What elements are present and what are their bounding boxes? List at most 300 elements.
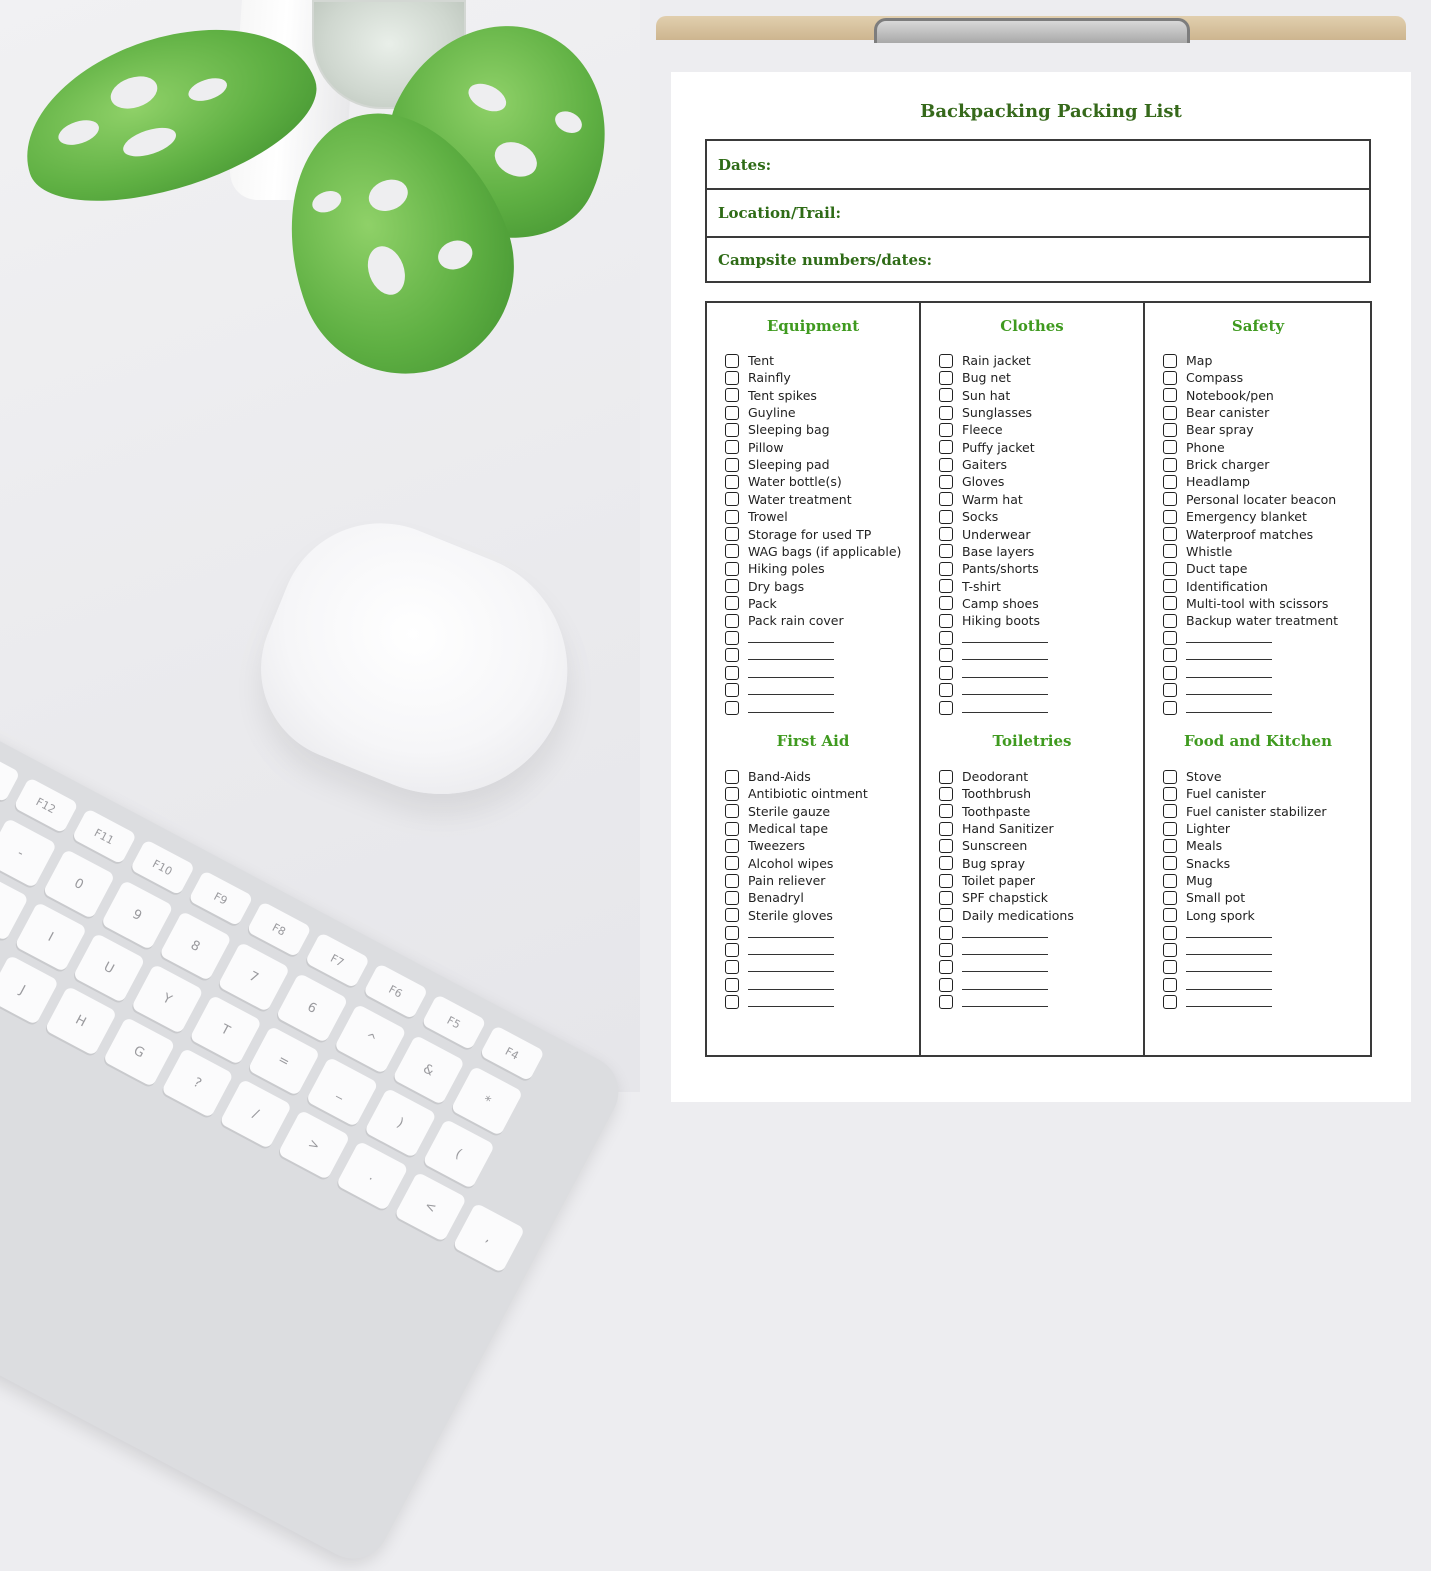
checklist-item[interactable] bbox=[1163, 508, 1307, 525]
checklist-item[interactable] bbox=[939, 682, 1048, 699]
key: H bbox=[44, 986, 117, 1056]
checklist-item[interactable] bbox=[1163, 456, 1269, 473]
checkbox[interactable] bbox=[1163, 648, 1177, 662]
checklist-item[interactable] bbox=[1163, 976, 1272, 993]
key: F8 bbox=[246, 901, 311, 957]
checkbox[interactable] bbox=[1163, 908, 1177, 922]
key: J bbox=[0, 955, 59, 1025]
checkbox[interactable] bbox=[939, 371, 953, 385]
checkbox[interactable] bbox=[725, 475, 739, 489]
key: T bbox=[189, 995, 262, 1065]
checkbox[interactable] bbox=[725, 995, 739, 1009]
checkbox[interactable] bbox=[1163, 388, 1177, 402]
checklist-item[interactable] bbox=[939, 768, 1028, 785]
checklist-item[interactable] bbox=[725, 682, 834, 699]
item-label: Sleeping bag bbox=[748, 422, 830, 438]
checkbox[interactable] bbox=[725, 908, 739, 922]
checklist-item[interactable] bbox=[939, 647, 1048, 664]
item-label: Sun hat bbox=[962, 387, 1011, 403]
blank-line bbox=[962, 945, 1048, 955]
item-label: Rainfly bbox=[748, 370, 791, 386]
checklist-item[interactable] bbox=[725, 994, 834, 1011]
item-label: Hand Sanitizer bbox=[962, 821, 1054, 837]
checklist-item[interactable] bbox=[939, 421, 1003, 438]
checkbox[interactable] bbox=[725, 354, 739, 368]
checkbox[interactable] bbox=[939, 874, 953, 888]
checklist-item[interactable] bbox=[1163, 612, 1338, 629]
checkbox[interactable] bbox=[939, 562, 953, 576]
item-label: Tweezers bbox=[748, 838, 806, 854]
checkbox[interactable] bbox=[1163, 701, 1177, 715]
item-label: Toothbrush bbox=[962, 786, 1032, 802]
checkbox[interactable] bbox=[1163, 492, 1177, 506]
item-label: Notebook/pen bbox=[1186, 387, 1274, 403]
checkbox[interactable] bbox=[1163, 527, 1177, 541]
checklist-item[interactable] bbox=[939, 924, 1048, 941]
key: 8 bbox=[159, 911, 232, 981]
checklist-item[interactable] bbox=[725, 387, 817, 404]
checklist-item[interactable] bbox=[939, 630, 1048, 647]
checkbox[interactable] bbox=[725, 943, 739, 957]
checkbox[interactable] bbox=[725, 440, 739, 454]
checkbox[interactable] bbox=[939, 960, 953, 974]
blank-line bbox=[748, 685, 834, 695]
checklist-item[interactable] bbox=[1163, 942, 1272, 959]
checklist-item[interactable] bbox=[1163, 473, 1250, 490]
checkbox[interactable] bbox=[939, 510, 953, 524]
checkbox[interactable] bbox=[939, 770, 953, 784]
checklist-grid bbox=[705, 301, 1372, 1057]
checkbox[interactable] bbox=[939, 475, 953, 489]
checkbox[interactable] bbox=[1163, 510, 1177, 524]
checklist-item[interactable] bbox=[1163, 560, 1247, 577]
checklist-item[interactable] bbox=[1163, 352, 1212, 369]
checkbox[interactable] bbox=[725, 596, 739, 610]
checkbox[interactable] bbox=[939, 926, 953, 940]
checkbox[interactable] bbox=[939, 943, 953, 957]
checklist-item[interactable] bbox=[1163, 959, 1272, 976]
checklist-item[interactable] bbox=[939, 803, 1030, 820]
checkbox[interactable] bbox=[939, 683, 953, 697]
checklist-item[interactable] bbox=[939, 491, 1023, 508]
item-label: Bear canister bbox=[1186, 405, 1270, 421]
checklist-item[interactable] bbox=[725, 889, 804, 906]
checkbox[interactable] bbox=[939, 614, 953, 628]
checkbox[interactable] bbox=[939, 839, 953, 853]
item-label: Personal locater beacon bbox=[1186, 491, 1337, 507]
checklist-item[interactable] bbox=[939, 439, 1035, 456]
checklist-item[interactable] bbox=[939, 526, 1031, 543]
checklist-item[interactable] bbox=[725, 352, 774, 369]
checkbox[interactable] bbox=[939, 908, 953, 922]
checklist-item[interactable] bbox=[725, 837, 805, 854]
checklist-item[interactable] bbox=[725, 595, 777, 612]
checklist-item[interactable] bbox=[725, 976, 834, 993]
blank-line bbox=[748, 962, 834, 972]
item-label: Hiking poles bbox=[748, 561, 825, 577]
checklist-item[interactable] bbox=[725, 942, 834, 959]
checkbox[interactable] bbox=[1163, 666, 1177, 680]
item-label: Puffy jacket bbox=[962, 439, 1035, 455]
checkbox[interactable] bbox=[1163, 562, 1177, 576]
checkbox[interactable] bbox=[1163, 354, 1177, 368]
checklist-item[interactable] bbox=[1163, 768, 1222, 785]
checkbox[interactable] bbox=[725, 388, 739, 402]
checkbox[interactable] bbox=[1163, 371, 1177, 385]
item-label: Dry bags bbox=[748, 578, 805, 594]
checkbox[interactable] bbox=[939, 458, 953, 472]
item-label: Multi-tool with scissors bbox=[1186, 595, 1329, 611]
checkbox[interactable] bbox=[725, 701, 739, 715]
checklist-item[interactable] bbox=[939, 473, 1004, 490]
checkbox[interactable] bbox=[1163, 960, 1177, 974]
checkbox[interactable] bbox=[725, 978, 739, 992]
dates-field[interactable]: Dates: bbox=[718, 156, 772, 174]
key: & bbox=[392, 1035, 465, 1105]
checkbox[interactable] bbox=[939, 995, 953, 1009]
checkbox[interactable] bbox=[939, 856, 953, 870]
checklist-item[interactable] bbox=[939, 942, 1048, 959]
checkbox[interactable] bbox=[1163, 631, 1177, 645]
checklist-item[interactable] bbox=[725, 421, 830, 438]
checkbox[interactable] bbox=[939, 804, 953, 818]
checklist-item[interactable] bbox=[725, 369, 791, 386]
checklist-item[interactable] bbox=[1163, 820, 1230, 837]
checklist-item[interactable] bbox=[1163, 682, 1272, 699]
checklist-item[interactable] bbox=[1163, 803, 1327, 820]
checklist-item[interactable] bbox=[1163, 647, 1272, 664]
checkbox[interactable] bbox=[939, 406, 953, 420]
checkbox[interactable] bbox=[1163, 423, 1177, 437]
checkbox[interactable] bbox=[1163, 804, 1177, 818]
blank-line bbox=[748, 650, 834, 660]
key: 7 bbox=[217, 942, 290, 1012]
checkbox[interactable] bbox=[725, 874, 739, 888]
checkbox[interactable] bbox=[939, 666, 953, 680]
checklist-item[interactable] bbox=[725, 578, 804, 595]
checklist-item[interactable] bbox=[939, 543, 1034, 560]
item-label: Water treatment bbox=[748, 491, 852, 507]
item-label: Waterproof matches bbox=[1186, 526, 1314, 542]
checkbox[interactable] bbox=[725, 648, 739, 662]
checkbox[interactable] bbox=[939, 354, 953, 368]
key: . bbox=[336, 1141, 409, 1211]
checkbox[interactable] bbox=[725, 527, 739, 541]
checkbox[interactable] bbox=[939, 440, 953, 454]
location-field[interactable]: Location/Trail: bbox=[707, 188, 1369, 236]
item-label: Trowel bbox=[748, 509, 788, 525]
checkbox[interactable] bbox=[725, 406, 739, 420]
item-label: Pain reliever bbox=[748, 873, 826, 889]
checklist-item[interactable] bbox=[725, 439, 784, 456]
checklist-item[interactable] bbox=[939, 578, 1001, 595]
blank-line bbox=[1186, 668, 1272, 678]
checkbox[interactable] bbox=[725, 510, 739, 524]
checkbox[interactable] bbox=[1163, 787, 1177, 801]
checklist-item[interactable] bbox=[725, 491, 852, 508]
item-label: Underwear bbox=[962, 526, 1031, 542]
page-title: Backpacking Packing List bbox=[920, 101, 1182, 122]
checkbox[interactable] bbox=[725, 770, 739, 784]
item-label: Pillow bbox=[748, 439, 784, 455]
item-label: Alcohol wipes bbox=[748, 855, 834, 871]
checklist-item[interactable] bbox=[725, 526, 871, 543]
checklist-item[interactable] bbox=[939, 352, 1031, 369]
item-label: Pants/shorts bbox=[962, 561, 1039, 577]
checkbox[interactable] bbox=[725, 458, 739, 472]
checkbox[interactable] bbox=[939, 544, 953, 558]
checkbox[interactable] bbox=[725, 614, 739, 628]
checkbox[interactable] bbox=[725, 423, 739, 437]
item-label: SPF chapstick bbox=[962, 890, 1049, 906]
checklist-item[interactable] bbox=[939, 889, 1048, 906]
item-label: Map bbox=[1186, 353, 1213, 368]
checklist-item[interactable] bbox=[725, 404, 796, 421]
checklist-item[interactable] bbox=[1163, 872, 1213, 889]
checklist-item[interactable] bbox=[725, 872, 825, 889]
checkbox[interactable] bbox=[1163, 891, 1177, 905]
checkbox[interactable] bbox=[939, 492, 953, 506]
checklist-item[interactable] bbox=[1163, 907, 1255, 924]
key: Y bbox=[131, 964, 204, 1034]
checklist-item[interactable] bbox=[1163, 543, 1232, 560]
checklist-item[interactable] bbox=[939, 959, 1048, 976]
checklist-item[interactable] bbox=[725, 630, 834, 647]
item-label: Bug spray bbox=[962, 855, 1026, 871]
key: 9 bbox=[101, 880, 174, 950]
checklist-item[interactable] bbox=[939, 994, 1048, 1011]
checklist-item[interactable] bbox=[1163, 595, 1328, 612]
checklist-item[interactable] bbox=[1163, 491, 1336, 508]
checklist-item[interactable] bbox=[725, 456, 830, 473]
checklist-item[interactable] bbox=[1163, 404, 1269, 421]
checklist-item[interactable] bbox=[1163, 369, 1243, 386]
checklist-item[interactable] bbox=[725, 647, 834, 664]
item-label: Toothpaste bbox=[962, 803, 1031, 819]
checklist-item[interactable] bbox=[725, 768, 811, 785]
checkbox[interactable] bbox=[1163, 544, 1177, 558]
column-divider bbox=[1143, 303, 1145, 1055]
checkbox[interactable] bbox=[1163, 406, 1177, 420]
checklist-item[interactable] bbox=[725, 612, 844, 629]
blank-line bbox=[962, 703, 1048, 713]
blank-line bbox=[748, 928, 834, 938]
blank-line bbox=[962, 685, 1048, 695]
checklist-item[interactable] bbox=[725, 560, 825, 577]
checklist-item[interactable] bbox=[725, 699, 834, 716]
checkbox[interactable] bbox=[1163, 596, 1177, 610]
checkbox[interactable] bbox=[725, 631, 739, 645]
checkbox[interactable] bbox=[939, 648, 953, 662]
key: F9 bbox=[188, 870, 253, 926]
checklist-item[interactable] bbox=[939, 837, 1027, 854]
blank-line bbox=[962, 633, 1048, 643]
checkbox[interactable] bbox=[725, 666, 739, 680]
blank-line bbox=[748, 668, 834, 678]
blank-line bbox=[962, 928, 1048, 938]
checkbox[interactable] bbox=[1163, 683, 1177, 697]
checkbox[interactable] bbox=[1163, 995, 1177, 1009]
checkbox[interactable] bbox=[1163, 822, 1177, 836]
checkbox[interactable] bbox=[1163, 475, 1177, 489]
checklist-item[interactable] bbox=[725, 473, 842, 490]
checkbox[interactable] bbox=[1163, 458, 1177, 472]
checklist-item[interactable] bbox=[1163, 889, 1245, 906]
checklist-item[interactable] bbox=[939, 560, 1039, 577]
blank-line bbox=[1186, 650, 1272, 660]
checklist-item[interactable] bbox=[939, 387, 1010, 404]
checkbox[interactable] bbox=[1163, 614, 1177, 628]
checkbox[interactable] bbox=[939, 596, 953, 610]
checkbox[interactable] bbox=[939, 631, 953, 645]
key: ) bbox=[364, 1088, 437, 1158]
item-label: Identification bbox=[1186, 578, 1268, 594]
checkbox[interactable] bbox=[725, 960, 739, 974]
item-label: Meals bbox=[1186, 838, 1223, 854]
item-label: Gaiters bbox=[962, 457, 1008, 473]
item-label: Fleece bbox=[962, 422, 1003, 438]
checkbox[interactable] bbox=[1163, 839, 1177, 853]
checklist-item[interactable] bbox=[1163, 387, 1274, 404]
checkbox[interactable] bbox=[725, 371, 739, 385]
checkbox[interactable] bbox=[1163, 770, 1177, 784]
checklist-item[interactable] bbox=[939, 976, 1048, 993]
checklist-item[interactable] bbox=[939, 855, 1025, 872]
blank-line bbox=[1186, 962, 1272, 972]
checklist-item[interactable] bbox=[1163, 994, 1272, 1011]
checklist-item[interactable] bbox=[939, 508, 998, 525]
blank-line bbox=[748, 997, 834, 1007]
item-label: T-shirt bbox=[962, 578, 1001, 594]
item-label: Sleeping pad bbox=[748, 457, 830, 473]
key: F10 bbox=[130, 839, 195, 895]
checklist-item[interactable] bbox=[1163, 924, 1272, 941]
checkbox[interactable] bbox=[1163, 874, 1177, 888]
checklist-item[interactable] bbox=[939, 456, 1007, 473]
checklist-item[interactable] bbox=[939, 785, 1031, 802]
checklist-item[interactable] bbox=[939, 820, 1054, 837]
checkbox[interactable] bbox=[725, 787, 739, 801]
blank-line bbox=[1186, 980, 1272, 990]
checkbox[interactable] bbox=[1163, 943, 1177, 957]
checklist-item[interactable] bbox=[1163, 421, 1254, 438]
checkbox[interactable] bbox=[939, 891, 953, 905]
checkbox[interactable] bbox=[1163, 978, 1177, 992]
checkbox[interactable] bbox=[725, 492, 739, 506]
checkbox[interactable] bbox=[1163, 856, 1177, 870]
checkbox[interactable] bbox=[1163, 926, 1177, 940]
item-label: Duct tape bbox=[1186, 561, 1248, 577]
checkbox[interactable] bbox=[939, 527, 953, 541]
checklist-item[interactable] bbox=[939, 907, 1074, 924]
checklist-item[interactable] bbox=[1163, 439, 1225, 456]
checklist-item[interactable] bbox=[939, 612, 1040, 629]
checkbox[interactable] bbox=[725, 562, 739, 576]
item-label: Fuel canister stabilizer bbox=[1186, 803, 1327, 819]
checklist-item[interactable] bbox=[1163, 699, 1272, 716]
checkbox[interactable] bbox=[1163, 440, 1177, 454]
campsite-field[interactable]: Campsite numbers/dates: bbox=[707, 236, 1369, 282]
checkbox[interactable] bbox=[1163, 579, 1177, 593]
blank-line bbox=[962, 668, 1048, 678]
checkbox[interactable] bbox=[725, 926, 739, 940]
item-label: Rain jacket bbox=[962, 353, 1031, 368]
checklist-item[interactable] bbox=[939, 664, 1048, 681]
blank-line bbox=[748, 703, 834, 713]
checklist-item[interactable] bbox=[725, 855, 833, 872]
checkbox[interactable] bbox=[725, 856, 739, 870]
blank-line bbox=[962, 650, 1048, 660]
checkbox[interactable] bbox=[939, 423, 953, 437]
checklist-item[interactable] bbox=[725, 508, 788, 525]
desk-photo bbox=[0, 0, 640, 1246]
checkbox[interactable] bbox=[939, 978, 953, 992]
checklist-item[interactable] bbox=[725, 959, 834, 976]
checkbox[interactable] bbox=[939, 388, 953, 402]
item-label: Long spork bbox=[1186, 907, 1255, 923]
blank-line bbox=[1186, 685, 1272, 695]
checklist-item[interactable] bbox=[939, 369, 1011, 386]
checklist-item[interactable] bbox=[939, 595, 1039, 612]
item-label: Bug net bbox=[962, 370, 1011, 386]
key: G bbox=[103, 1017, 176, 1087]
checkbox[interactable] bbox=[939, 579, 953, 593]
checklist-item[interactable] bbox=[1163, 837, 1222, 854]
item-label: Bear spray bbox=[1186, 422, 1254, 438]
item-label: Base layers bbox=[962, 543, 1035, 559]
key: F11 bbox=[72, 808, 137, 864]
section-heading: Equipment bbox=[766, 317, 860, 335]
checklist-item[interactable] bbox=[939, 404, 1032, 421]
checklist-item[interactable] bbox=[1163, 785, 1266, 802]
key: _ bbox=[306, 1057, 379, 1127]
checklist-item[interactable] bbox=[725, 543, 901, 560]
checklist-item[interactable] bbox=[725, 785, 868, 802]
checkbox[interactable] bbox=[725, 579, 739, 593]
key bbox=[0, 746, 20, 802]
section-heading: Clothes bbox=[1000, 317, 1064, 335]
checkbox[interactable] bbox=[939, 701, 953, 715]
checklist-item[interactable] bbox=[1163, 578, 1268, 595]
checkbox[interactable] bbox=[725, 891, 739, 905]
checklist-item[interactable] bbox=[1163, 664, 1272, 681]
checklist-item[interactable] bbox=[1163, 526, 1313, 543]
key: U bbox=[73, 933, 146, 1003]
checkbox[interactable] bbox=[939, 822, 953, 836]
checkbox[interactable] bbox=[725, 839, 739, 853]
checklist-item[interactable] bbox=[725, 924, 834, 941]
checklist-item[interactable] bbox=[725, 664, 834, 681]
section-heading: Safety bbox=[1231, 317, 1285, 335]
checklist-item[interactable] bbox=[725, 907, 833, 924]
checklist-item[interactable] bbox=[1163, 855, 1230, 872]
item-label: Fuel canister bbox=[1186, 786, 1266, 802]
item-label: Socks bbox=[962, 509, 999, 525]
column-divider bbox=[919, 303, 921, 1055]
blank-line bbox=[1186, 997, 1272, 1007]
checkbox[interactable] bbox=[939, 787, 953, 801]
checkbox[interactable] bbox=[725, 683, 739, 697]
checklist-item[interactable] bbox=[1163, 630, 1272, 647]
item-label: Sterile gloves bbox=[748, 907, 833, 923]
checklist-item[interactable] bbox=[939, 872, 1035, 889]
checklist-item[interactable] bbox=[725, 820, 828, 837]
checklist-item[interactable] bbox=[725, 803, 830, 820]
checkbox[interactable] bbox=[725, 544, 739, 558]
checkbox[interactable] bbox=[725, 804, 739, 818]
checklist-item[interactable] bbox=[939, 699, 1048, 716]
checkbox[interactable] bbox=[725, 822, 739, 836]
